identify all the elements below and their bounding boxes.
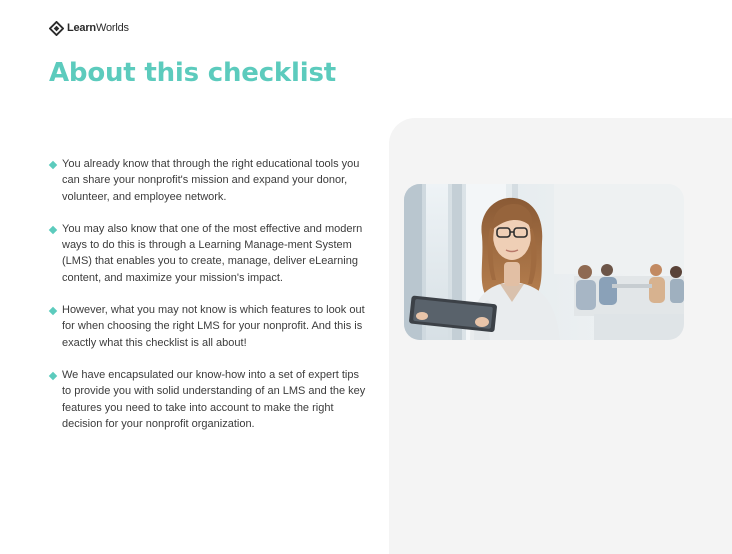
- bullet-text: You may also know that one of the most effective and modern ways to do this is through a Learning Manage-ment System (LMS) that enables you to create, manage, deliver eLearning content, and maximize your mission's impact.: [62, 222, 363, 284]
- woman-with-tablet-photo: [404, 184, 684, 340]
- logo-text-light: Worlds: [95, 22, 129, 34]
- bullet-item: [49, 221, 369, 286]
- diamond-bullet-icon: [49, 307, 57, 315]
- page-title: About this checklist: [49, 58, 336, 88]
- diamond-bullet-icon: [49, 161, 57, 169]
- bullet-item: [49, 156, 369, 205]
- bullet-text: You already know that through the right educational tools you can share your nonprofit's mission and expand your donor, volunteer, and employee network.: [62, 158, 360, 203]
- bullet-list: [49, 156, 369, 448]
- bullet-item: [49, 367, 369, 432]
- bullet-text: However, what you may not know is which features to look out for when choosing the right LMS for your nonprofit. And this is exactly what this checklist is all about!: [62, 304, 365, 349]
- learnworlds-logo: [49, 20, 129, 36]
- learnworlds-logo-icon: [49, 21, 64, 36]
- bullet-item: [49, 302, 369, 351]
- bullet-text: We have encapsulated our know-how into a set of expert tips to provide you with solid understanding of an LMS and the key features you need to take into account to make the right decision for your nonprofit organization.: [62, 368, 366, 430]
- diamond-bullet-icon: [49, 372, 57, 380]
- diamond-bullet-icon: [49, 226, 57, 234]
- logo-text: [67, 22, 129, 34]
- logo-text-strong: Learn: [67, 22, 96, 34]
